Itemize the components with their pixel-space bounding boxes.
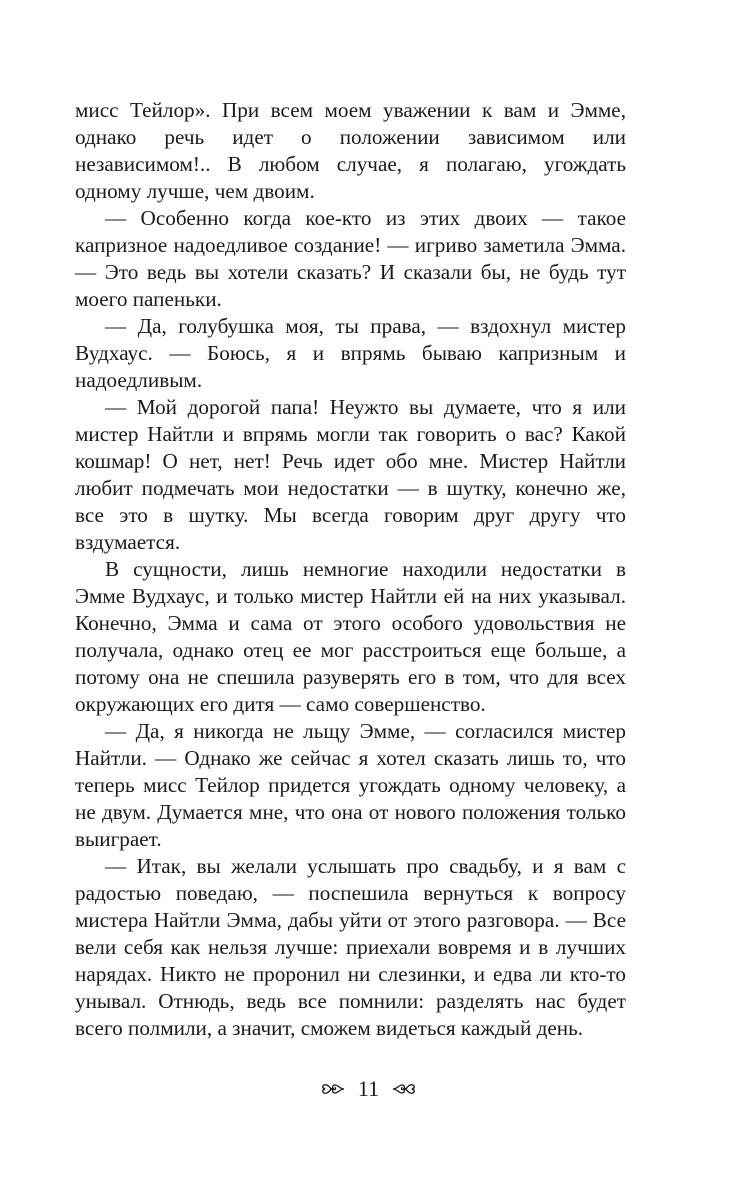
paragraph: — Да, я никогда не льщу Эмме, — согласился мистер Найтли. — Однако же сейчас я хотел сказать лишь то, что теперь мисс Тейлор придется угождать одному человеку, а не двум. Думается мне, что она от нового положения только выиграет. [75,719,626,851]
paragraph: — Особенно когда кое-кто из этих двоих — такое капризное надоедливое создание! — игриво заметила Эмма. — Это ведь вы хотели сказать? И сказали бы, не будь тут моего папеньки. [75,206,626,311]
flourish-ornament-icon [320,1080,346,1098]
body-text [75,97,626,1042]
paragraph: — Да, голубушка моя, ты права, — вздохнул мистер Вудхаус. — Боюсь, я и впрямь бываю капризным и надоедливым. [75,314,626,392]
flourish-ornament-icon [391,1080,417,1098]
page-number: 11 [357,1076,380,1101]
paragraph: — Мой дорогой папа! Неужто вы думаете, что я или мистер Найтли и впрямь могли так говорить о вас? Какой кошмар! О нет, нет! Речь идет обо мне. Мистер Найтли любит подмечать мои недостатки — в шутку, конечно же, все это в шутку. Мы всегда говорим друг другу что вздумается. [75,395,626,554]
paragraph: мисс Тейлор». При всем моем уважении к вам и Эмме, однако речь идет о положении зависимом или независимом!.. В любом случае, я полагаю, угождать одному лучше, чем двоим. [75,98,626,203]
page-footer [0,1076,737,1102]
paragraph: В сущности, лишь немногие находили недостатки в Эмме Вудхаус, и только мистер Найтли ей на них указывал. Конечно, Эмма и сама от этого особого удовольствия не получала, однако отец ее мог расстроиться еще больше, а потому она не спешила разуверять его в том, что для всех окружающих его дитя — само совершенство. [75,557,626,716]
paragraph: — Итак, вы желали услышать про свадьбу, и я вам с радостью поведаю, — поспешила вернуться к вопросу мистера Найтли Эмма, дабы уйти от этого разговора. — Все вели себя как нельзя лучше: приехали вовремя и в лучших нарядах. Никто не проронил ни слезинки, и едва ли кто-то унывал. Отнюдь, ведь все помнили: разделять нас будет всего полмили, а значит, сможем видеться каждый день. [75,854,626,1040]
